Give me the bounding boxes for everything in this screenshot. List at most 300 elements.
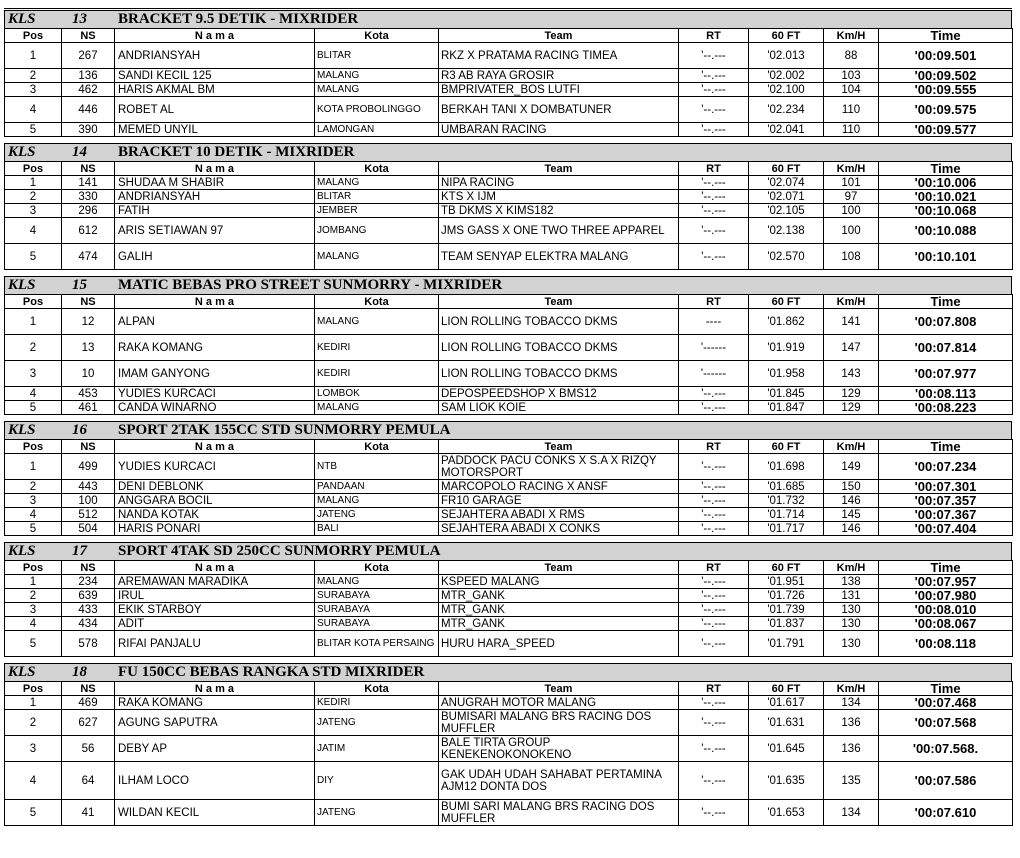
- pos-cell: 2: [5, 69, 62, 83]
- team-header: Team: [439, 440, 679, 454]
- team-cell: BMPRIVATER_BOS LUTFI: [439, 83, 679, 97]
- ft60-cell: '01.714: [749, 508, 824, 522]
- time-cell: '00:08.010: [879, 603, 1013, 617]
- kota-header: Kota: [315, 162, 439, 176]
- kmh-cell: 150: [824, 480, 879, 494]
- rt-cell: '--.---: [679, 696, 749, 710]
- team-cell: HURU HARA_SPEED: [439, 631, 679, 657]
- time-cell: '00:07.367: [879, 508, 1013, 522]
- result-row: [5, 401, 1013, 415]
- team-cell: KTS X IJM: [439, 190, 679, 204]
- team-header: Team: [439, 295, 679, 309]
- pos-cell: 3: [5, 494, 62, 508]
- nama-cell: CANDA WINARNO: [115, 401, 315, 415]
- time-cell: '00:07.404: [879, 522, 1013, 536]
- kmh-cell: 149: [824, 454, 879, 480]
- pos-header: Pos: [5, 29, 62, 43]
- class-section: [4, 276, 1012, 415]
- kota-cell: BLITAR: [315, 190, 439, 204]
- kmh-cell: 108: [824, 244, 879, 270]
- time-cell: '00:07.568: [879, 710, 1013, 736]
- team-header: Team: [439, 682, 679, 696]
- nama-cell: AGUNG SAPUTRA: [115, 710, 315, 736]
- rt-cell: '--.---: [679, 69, 749, 83]
- kota-cell: MALANG: [315, 83, 439, 97]
- time-header: Time: [879, 295, 1013, 309]
- class-number: 16: [72, 422, 87, 438]
- result-row: [5, 575, 1013, 589]
- ns-cell: 13: [62, 335, 115, 361]
- team-cell: BUMISARI MALANG BRS RACING DOS MUFFLER: [439, 710, 679, 736]
- pos-cell: 5: [5, 244, 62, 270]
- kota-cell: JATENG: [315, 508, 439, 522]
- result-row: [5, 123, 1013, 137]
- ns-cell: 64: [62, 762, 115, 800]
- pos-cell: 5: [5, 800, 62, 826]
- time-cell: '00:08.223: [879, 401, 1013, 415]
- time-cell: '00:10.101: [879, 244, 1013, 270]
- kota-cell: LAMONGAN: [315, 123, 439, 137]
- results-body: [5, 575, 1013, 657]
- result-row: [5, 309, 1013, 335]
- time-header: Time: [879, 29, 1013, 43]
- class-number: 18: [72, 664, 87, 680]
- ft60-header: 60 FT: [749, 440, 824, 454]
- results-body: [5, 43, 1013, 137]
- class-section: [4, 143, 1012, 270]
- time-cell: '00:10.088: [879, 218, 1013, 244]
- kmh-cell: 130: [824, 617, 879, 631]
- kota-cell: MALANG: [315, 401, 439, 415]
- kmh-cell: 130: [824, 603, 879, 617]
- time-cell: '00:09.577: [879, 123, 1013, 137]
- class-number: 13: [72, 11, 87, 27]
- kota-cell: MALANG: [315, 309, 439, 335]
- pos-cell: 4: [5, 617, 62, 631]
- results-body: [5, 454, 1013, 536]
- pos-cell: 4: [5, 218, 62, 244]
- team-cell: TEAM SENYAP ELEKTRA MALANG: [439, 244, 679, 270]
- result-row: [5, 204, 1013, 218]
- pos-cell: 5: [5, 123, 62, 137]
- results-table: [4, 681, 1013, 826]
- ft60-cell: '01.685: [749, 480, 824, 494]
- pos-cell: 1: [5, 454, 62, 480]
- kota-header: Kota: [315, 29, 439, 43]
- ft60-cell: '02.041: [749, 123, 824, 137]
- pos-cell: 2: [5, 335, 62, 361]
- kota-header: Kota: [315, 682, 439, 696]
- results-sheet: [4, 0, 1012, 826]
- class-header: [4, 143, 1012, 161]
- team-cell: MTR_GANK: [439, 589, 679, 603]
- ft60-cell: '02.105: [749, 204, 824, 218]
- team-cell: SEJAHTERA ABADI X CONKS: [439, 522, 679, 536]
- pos-cell: 1: [5, 575, 62, 589]
- ft60-cell: '01.645: [749, 736, 824, 762]
- team-cell: ANUGRAH MOTOR MALANG: [439, 696, 679, 710]
- team-cell: SEJAHTERA ABADI X RMS: [439, 508, 679, 522]
- class-header: [4, 663, 1012, 681]
- result-row: [5, 43, 1013, 69]
- pos-cell: 1: [5, 309, 62, 335]
- class-title: BRACKET 10 DETIK - MIXRIDER: [118, 144, 355, 160]
- time-cell: '00:09.502: [879, 69, 1013, 83]
- nama-cell: WILDAN KECIL: [115, 800, 315, 826]
- ns-cell: 469: [62, 696, 115, 710]
- time-cell: '00:07.814: [879, 335, 1013, 361]
- rt-cell: '--.---: [679, 190, 749, 204]
- kmh-cell: 135: [824, 762, 879, 800]
- kota-cell: KEDIRI: [315, 696, 439, 710]
- kota-header: Kota: [315, 440, 439, 454]
- pos-cell: 2: [5, 190, 62, 204]
- pos-cell: 5: [5, 401, 62, 415]
- kota-cell: JATENG: [315, 710, 439, 736]
- header-row: [5, 162, 1013, 176]
- class-number: 15: [72, 277, 87, 293]
- rt-cell: '--.---: [679, 123, 749, 137]
- class-header: [4, 421, 1012, 439]
- kmh-cell: 110: [824, 97, 879, 123]
- nama-header: N a m a: [115, 295, 315, 309]
- kota-cell: MALANG: [315, 176, 439, 190]
- pos-cell: 4: [5, 387, 62, 401]
- class-label: KLS: [8, 277, 36, 293]
- kota-cell: PANDAAN: [315, 480, 439, 494]
- kmh-cell: 129: [824, 401, 879, 415]
- kota-cell: BLITAR KOTA PERSAING: [315, 631, 439, 657]
- results-table: [4, 294, 1013, 415]
- ns-header: NS: [62, 162, 115, 176]
- ns-cell: 12: [62, 309, 115, 335]
- nama-cell: IMAM GANYONG: [115, 361, 315, 387]
- class-section: [4, 663, 1012, 826]
- result-row: [5, 617, 1013, 631]
- nama-cell: ADIT: [115, 617, 315, 631]
- ns-cell: 578: [62, 631, 115, 657]
- ft60-cell: '01.631: [749, 710, 824, 736]
- result-row: [5, 800, 1013, 826]
- kmh-header: Km/H: [824, 561, 879, 575]
- kota-cell: DIY: [315, 762, 439, 800]
- rt-cell: '--.---: [679, 617, 749, 631]
- rt-cell: '--.---: [679, 480, 749, 494]
- rt-header: RT: [679, 162, 749, 176]
- kota-cell: BALI: [315, 522, 439, 536]
- team-cell: SAM LIOK KOIE: [439, 401, 679, 415]
- class-header: [4, 10, 1012, 28]
- nama-header: N a m a: [115, 561, 315, 575]
- pos-header: Pos: [5, 440, 62, 454]
- kota-cell: KEDIRI: [315, 335, 439, 361]
- nama-cell: AREMAWAN MARADIKA: [115, 575, 315, 589]
- results-table: [4, 161, 1013, 270]
- nama-cell: ILHAM LOCO: [115, 762, 315, 800]
- ns-cell: 10: [62, 361, 115, 387]
- ns-cell: 100: [62, 494, 115, 508]
- pos-cell: 1: [5, 43, 62, 69]
- nama-cell: ALPAN: [115, 309, 315, 335]
- result-row: [5, 387, 1013, 401]
- ns-cell: 141: [62, 176, 115, 190]
- pos-cell: 4: [5, 762, 62, 800]
- kmh-cell: 97: [824, 190, 879, 204]
- kota-cell: MALANG: [315, 69, 439, 83]
- result-row: [5, 508, 1013, 522]
- nama-cell: YUDIES KURCACI: [115, 387, 315, 401]
- ft60-cell: '01.791: [749, 631, 824, 657]
- result-row: [5, 361, 1013, 387]
- kmh-cell: 130: [824, 631, 879, 657]
- time-cell: '00:08.113: [879, 387, 1013, 401]
- nama-header: N a m a: [115, 682, 315, 696]
- result-row: [5, 710, 1013, 736]
- ft60-cell: '01.847: [749, 401, 824, 415]
- rt-cell: '--.---: [679, 575, 749, 589]
- header-row: [5, 682, 1013, 696]
- nama-cell: ARIS SETIAWAN 97: [115, 218, 315, 244]
- classes-container: [4, 10, 1012, 826]
- team-cell: PADDOCK PACU CONKS X S.A X RIZQY MOTORSPORT: [439, 454, 679, 480]
- kota-cell: JATENG: [315, 800, 439, 826]
- ft60-cell: '02.234: [749, 97, 824, 123]
- team-cell: JMS GASS X ONE TWO THREE APPAREL: [439, 218, 679, 244]
- team-cell: NIPA RACING: [439, 176, 679, 190]
- class-label: KLS: [8, 664, 36, 680]
- kmh-cell: 88: [824, 43, 879, 69]
- rt-cell: '--.---: [679, 401, 749, 415]
- rt-cell: '--.---: [679, 218, 749, 244]
- result-row: [5, 454, 1013, 480]
- rt-cell: '--.---: [679, 710, 749, 736]
- time-cell: '00:10.068: [879, 204, 1013, 218]
- team-header: Team: [439, 162, 679, 176]
- time-cell: '00:07.357: [879, 494, 1013, 508]
- ns-cell: 296: [62, 204, 115, 218]
- rt-header: RT: [679, 295, 749, 309]
- rt-cell: '--.---: [679, 454, 749, 480]
- ft60-cell: '01.845: [749, 387, 824, 401]
- ft60-cell: '02.138: [749, 218, 824, 244]
- result-row: [5, 97, 1013, 123]
- rt-cell: '--.---: [679, 762, 749, 800]
- result-row: [5, 480, 1013, 494]
- ft60-header: 60 FT: [749, 295, 824, 309]
- pos-cell: 4: [5, 97, 62, 123]
- time-cell: '00:07.977: [879, 361, 1013, 387]
- rt-cell: '--.---: [679, 508, 749, 522]
- rt-cell: '--.---: [679, 83, 749, 97]
- kmh-cell: 138: [824, 575, 879, 589]
- rt-cell: ----: [679, 309, 749, 335]
- ns-cell: 461: [62, 401, 115, 415]
- class-label: KLS: [8, 422, 36, 438]
- nama-cell: FATIH: [115, 204, 315, 218]
- nama-cell: RAKA KOMANG: [115, 335, 315, 361]
- ns-cell: 390: [62, 123, 115, 137]
- kota-header: Kota: [315, 295, 439, 309]
- kmh-cell: 131: [824, 589, 879, 603]
- team-cell: LION ROLLING TOBACCO DKMS: [439, 309, 679, 335]
- class-title: FU 150CC BEBAS RANGKA STD MIXRIDER: [118, 664, 425, 680]
- rt-header: RT: [679, 682, 749, 696]
- time-cell: '00:07.610: [879, 800, 1013, 826]
- kmh-cell: 146: [824, 522, 879, 536]
- time-header: Time: [879, 440, 1013, 454]
- nama-header: N a m a: [115, 29, 315, 43]
- pos-cell: 4: [5, 508, 62, 522]
- ns-cell: 234: [62, 575, 115, 589]
- ft60-header: 60 FT: [749, 561, 824, 575]
- ns-cell: 433: [62, 603, 115, 617]
- kmh-header: Km/H: [824, 295, 879, 309]
- kota-cell: MALANG: [315, 494, 439, 508]
- ns-cell: 453: [62, 387, 115, 401]
- ns-cell: 136: [62, 69, 115, 83]
- team-cell: UMBARAN RACING: [439, 123, 679, 137]
- kota-cell: SURABAYA: [315, 603, 439, 617]
- pos-cell: 3: [5, 204, 62, 218]
- team-cell: KSPEED MALANG: [439, 575, 679, 589]
- time-cell: '00:07.468: [879, 696, 1013, 710]
- nama-cell: YUDIES KURCACI: [115, 454, 315, 480]
- ns-cell: 639: [62, 589, 115, 603]
- result-row: [5, 736, 1013, 762]
- ns-cell: 56: [62, 736, 115, 762]
- team-cell: LION ROLLING TOBACCO DKMS: [439, 335, 679, 361]
- ft60-cell: '02.002: [749, 69, 824, 83]
- nama-cell: SANDI KECIL 125: [115, 69, 315, 83]
- result-row: [5, 190, 1013, 204]
- previous-page-strip: [4, 0, 1012, 9]
- rt-cell: '--.---: [679, 736, 749, 762]
- kota-cell: SURABAYA: [315, 617, 439, 631]
- ft60-cell: '01.951: [749, 575, 824, 589]
- pos-header: Pos: [5, 561, 62, 575]
- class-label: KLS: [8, 144, 36, 160]
- nama-cell: ANGGARA BOCIL: [115, 494, 315, 508]
- time-cell: '00:09.501: [879, 43, 1013, 69]
- ns-header: NS: [62, 440, 115, 454]
- time-cell: '00:07.957: [879, 575, 1013, 589]
- nama-cell: ANDRIANSYAH: [115, 43, 315, 69]
- kota-cell: JEMBER: [315, 204, 439, 218]
- kmh-cell: 134: [824, 696, 879, 710]
- time-header: Time: [879, 682, 1013, 696]
- header-row: [5, 29, 1013, 43]
- kmh-cell: 101: [824, 176, 879, 190]
- class-header: [4, 542, 1012, 560]
- team-cell: MARCOPOLO RACING X ANSF: [439, 480, 679, 494]
- kota-header: Kota: [315, 561, 439, 575]
- ns-cell: 446: [62, 97, 115, 123]
- rt-cell: '--.---: [679, 204, 749, 218]
- rt-cell: '--.---: [679, 631, 749, 657]
- kota-cell: NTB: [315, 454, 439, 480]
- ns-cell: 462: [62, 83, 115, 97]
- results-body: [5, 309, 1013, 415]
- time-cell: '00:07.980: [879, 589, 1013, 603]
- nama-cell: GALIH: [115, 244, 315, 270]
- class-label: KLS: [8, 543, 36, 559]
- ft60-cell: '02.071: [749, 190, 824, 204]
- ft60-cell: '01.617: [749, 696, 824, 710]
- time-cell: '00:09.555: [879, 83, 1013, 97]
- rt-header: RT: [679, 440, 749, 454]
- pos-header: Pos: [5, 682, 62, 696]
- ft60-cell: '01.698: [749, 454, 824, 480]
- class-label: KLS: [8, 11, 36, 27]
- time-cell: '00:10.021: [879, 190, 1013, 204]
- kota-cell: JOMBANG: [315, 218, 439, 244]
- results-table: [4, 560, 1013, 657]
- pos-cell: 3: [5, 361, 62, 387]
- team-cell: DEPOSPEEDSHOP X BMS12: [439, 387, 679, 401]
- ns-header: NS: [62, 682, 115, 696]
- result-row: [5, 244, 1013, 270]
- team-cell: MTR_GANK: [439, 603, 679, 617]
- kmh-cell: 110: [824, 123, 879, 137]
- kmh-header: Km/H: [824, 162, 879, 176]
- kmh-header: Km/H: [824, 29, 879, 43]
- team-cell: LION ROLLING TOBACCO DKMS: [439, 361, 679, 387]
- class-title: SPORT 2TAK 155CC STD SUNMORRY PEMULA: [118, 422, 451, 438]
- ft60-cell: '01.739: [749, 603, 824, 617]
- ft60-header: 60 FT: [749, 682, 824, 696]
- rt-cell: '--.---: [679, 387, 749, 401]
- results-body: [5, 176, 1013, 270]
- class-section: [4, 421, 1012, 536]
- ns-cell: 512: [62, 508, 115, 522]
- ft60-header: 60 FT: [749, 29, 824, 43]
- ns-cell: 504: [62, 522, 115, 536]
- ns-header: NS: [62, 561, 115, 575]
- team-cell: GAK UDAH UDAH SAHABAT PERTAMINA AJM12 DONTA DOS: [439, 762, 679, 800]
- rt-cell: '--.---: [679, 244, 749, 270]
- ns-cell: 330: [62, 190, 115, 204]
- rt-header: RT: [679, 561, 749, 575]
- kmh-header: Km/H: [824, 682, 879, 696]
- kmh-cell: 141: [824, 309, 879, 335]
- header-row: [5, 440, 1013, 454]
- ns-cell: 434: [62, 617, 115, 631]
- nama-cell: RIFAI PANJALU: [115, 631, 315, 657]
- team-cell: BALE TIRTA GROUP KENEKENOKONOKENO: [439, 736, 679, 762]
- ft60-header: 60 FT: [749, 162, 824, 176]
- rt-cell: '--.---: [679, 176, 749, 190]
- nama-cell: SHUDAA M SHABIR: [115, 176, 315, 190]
- ft60-cell: '01.837: [749, 617, 824, 631]
- kmh-header: Km/H: [824, 440, 879, 454]
- kota-cell: JATIM: [315, 736, 439, 762]
- ns-cell: 267: [62, 43, 115, 69]
- ft60-cell: '02.100: [749, 83, 824, 97]
- kmh-cell: 147: [824, 335, 879, 361]
- time-cell: '00:07.568.: [879, 736, 1013, 762]
- class-header: [4, 276, 1012, 294]
- time-header: Time: [879, 561, 1013, 575]
- results-table: [4, 439, 1013, 536]
- result-row: [5, 218, 1013, 244]
- rt-cell: '--.---: [679, 589, 749, 603]
- result-row: [5, 494, 1013, 508]
- ns-cell: 474: [62, 244, 115, 270]
- team-cell: R3 AB RAYA GROSIR: [439, 69, 679, 83]
- result-row: [5, 69, 1013, 83]
- ns-cell: 499: [62, 454, 115, 480]
- ft60-cell: '01.635: [749, 762, 824, 800]
